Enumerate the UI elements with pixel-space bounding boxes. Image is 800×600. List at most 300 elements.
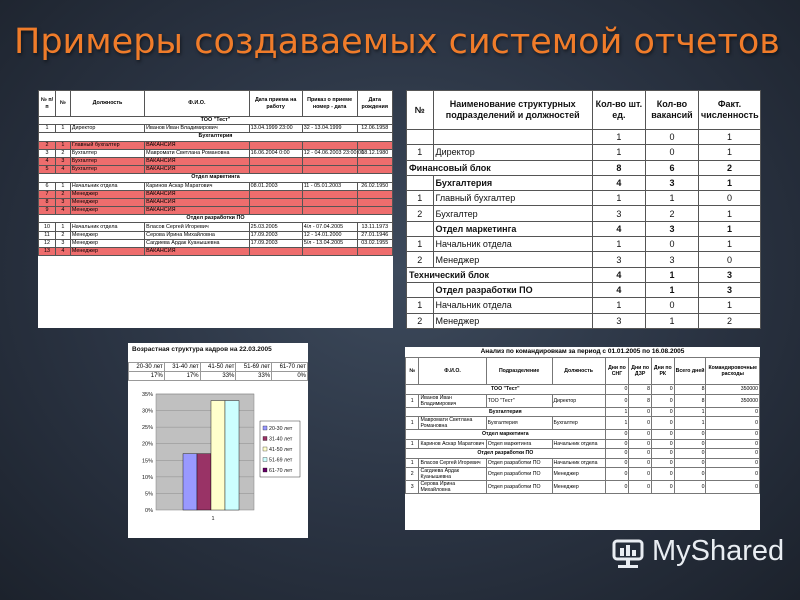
table-cell: 0: [706, 468, 760, 481]
table-row: [39, 149, 393, 157]
table-cell: Бухгалтер: [433, 206, 592, 221]
table-cell: 0: [651, 407, 674, 417]
table-row: [407, 267, 761, 282]
table-cell: 9: [39, 207, 56, 215]
legend-label: 51-69 лет: [269, 457, 293, 464]
table-cell: Отдел разработки ПО: [486, 481, 552, 494]
table-cell: ВАКАНСИЯ: [145, 157, 249, 165]
table-cell: 0: [674, 430, 706, 440]
table-cell: 4: [592, 221, 645, 236]
table-cell: 0: [605, 468, 629, 481]
table-cell: 0: [651, 430, 674, 440]
table-cell: 0: [629, 430, 652, 440]
table-cell: Менеджер: [70, 231, 144, 239]
table-cell: 0: [706, 458, 760, 468]
table-cell: 5: [39, 166, 56, 174]
legend-swatch: [263, 468, 267, 472]
table-cell: 0: [629, 449, 652, 459]
table-cell: 3: [699, 282, 761, 297]
y-tick-label: 25%: [141, 425, 153, 432]
table-cell: Бухгалтерия: [433, 175, 592, 190]
business-trip-table: [405, 357, 760, 494]
staffing-structure-report: [406, 90, 761, 328]
table-cell: 27.01.1946: [357, 231, 392, 239]
table-cell: Менеджер: [70, 198, 144, 206]
table-cell: 1: [645, 282, 698, 297]
table-cell: 10: [39, 223, 56, 231]
table-cell: 0: [674, 458, 706, 468]
table-cell: Мавромати Светлана Романовна: [419, 417, 486, 430]
table-cell: 12 - 14.01.2000: [302, 231, 357, 239]
table-cell: Отдел маркетинга: [486, 439, 552, 449]
table-cell: 1: [699, 130, 761, 145]
age-value-row: [129, 372, 308, 381]
y-tick-label: 35%: [141, 392, 153, 398]
table-cell: [302, 190, 357, 198]
header-cell: Наименование структурных подразделений и должностей: [433, 91, 592, 130]
table-cell: 4: [55, 166, 70, 174]
table-cell: 0: [605, 394, 629, 407]
table-cell: 1: [406, 458, 419, 468]
table-cell: Бухгалтерия: [486, 417, 552, 430]
table-cell: 0: [605, 458, 629, 468]
table-cell: 4: [55, 248, 70, 256]
table-row: [39, 239, 393, 247]
table-cell: [357, 157, 392, 165]
table-cell: 0: [674, 468, 706, 481]
y-tick-label: 0%: [145, 508, 153, 514]
section-title: Отдел разработки ПО: [406, 449, 606, 459]
table-cell: Каринов Аскар Маратович: [420, 440, 485, 447]
table-cell: 8: [629, 385, 652, 395]
table-cell: Менеджер: [70, 248, 144, 256]
table-cell: 0: [645, 298, 698, 313]
age-group-label: 41-50 лет: [200, 363, 236, 372]
table-cell: ВАКАНСИЯ: [145, 248, 249, 256]
age-group-value: 17%: [129, 372, 165, 381]
table-cell: [302, 248, 357, 256]
table-cell: 0: [629, 417, 652, 430]
table-cell: Директор: [70, 125, 144, 133]
table-cell: 4: [55, 207, 70, 215]
header-cell: Ф.И.О.: [419, 358, 486, 385]
table-cell: 0: [629, 458, 652, 468]
section-row: [406, 407, 760, 417]
table-cell: Директор: [433, 145, 592, 160]
table-cell: 1: [407, 298, 434, 313]
table-cell: 1: [699, 145, 761, 160]
table-cell: [433, 130, 592, 145]
presentation-board-icon: [610, 537, 646, 571]
table-cell: 08.01.2003: [249, 182, 302, 190]
table-cell: Начальник отдела: [70, 223, 144, 231]
table-cell: Начальник отдела: [552, 439, 605, 449]
age-structure-chart-panel: [128, 343, 308, 538]
table-cell: Менеджер: [552, 481, 605, 494]
table-cell: Отдел разработки ПО: [486, 458, 552, 468]
table-cell: 0: [645, 145, 698, 160]
table-cell: 2: [407, 252, 434, 267]
table-row: [407, 221, 761, 236]
table-cell: 0: [629, 439, 652, 449]
table-cell: 1: [55, 182, 70, 190]
table-cell: 350000: [706, 385, 760, 395]
table-cell: 1: [699, 237, 761, 252]
table-cell: ВАКАНСИЯ: [145, 166, 249, 174]
table-cell: Власов Сергей Игоревич: [145, 223, 249, 231]
table-cell: [302, 198, 357, 206]
header-cell: Приказ о приеме номер - дата: [302, 91, 357, 117]
table-cell: 0: [605, 385, 629, 395]
table-cell: 6: [39, 182, 56, 190]
table-cell: 2: [699, 160, 761, 175]
table-cell: Начальник отдела: [552, 458, 605, 468]
age-header-row: [129, 363, 308, 372]
table-cell: 0: [706, 430, 760, 440]
table-cell: [407, 130, 434, 145]
table-cell: 1: [699, 206, 761, 221]
table-cell: 0: [605, 439, 629, 449]
table-cell: Менеджер: [433, 252, 592, 267]
table-cell: 0: [699, 191, 761, 206]
table-cell: 1: [699, 298, 761, 313]
table-cell: 0: [651, 439, 674, 449]
chart-title: Возрастная структура кадров на 22.03.2005: [132, 346, 272, 353]
table-cell: 1: [39, 125, 56, 133]
table-cell: Каринов Аскар Маратович: [145, 182, 249, 190]
legend-label: 31-40 лет: [269, 436, 293, 443]
table-cell: ВАКАНСИЯ: [145, 190, 249, 198]
age-group-value: 33%: [200, 372, 236, 381]
header-cell: Факт. численность: [699, 91, 761, 130]
table-cell: 1: [645, 313, 698, 328]
table-cell: Иванов Иван Владимирович: [145, 125, 249, 133]
table-cell: Сагдиева Ардак Куанышевна: [145, 239, 249, 247]
table-cell: 1: [699, 175, 761, 190]
section-row: [406, 430, 760, 440]
legend-swatch: [263, 458, 267, 462]
table-cell: Отдел маркетинга: [433, 221, 592, 236]
table-cell: 5/л - 13.04.2005: [302, 239, 357, 247]
staffing-header-row: [407, 91, 761, 130]
table-row: [39, 125, 393, 133]
table-cell: 1: [645, 267, 698, 282]
table-cell: 1: [592, 237, 645, 252]
table-cell: Технический блок: [407, 267, 593, 282]
table-cell: 0: [629, 407, 652, 417]
table-cell: 0: [651, 481, 674, 494]
table-cell: 0: [605, 449, 629, 459]
y-tick-label: 10%: [141, 474, 153, 481]
header-cell: Всего дней: [674, 358, 706, 385]
table-cell: 0: [674, 449, 706, 459]
table-cell: 13.04.1999 23:00: [249, 125, 302, 133]
table-cell: 2: [55, 149, 70, 157]
staff-list-header-row: [39, 91, 393, 117]
table-cell: 11 - 05.01.2003: [302, 182, 357, 190]
header-cell: №: [406, 358, 419, 385]
table-cell: 2: [645, 206, 698, 221]
header-cell: Должность: [70, 91, 144, 117]
table-cell: Серова Ирина Михайловна: [145, 231, 249, 239]
table-cell: 0: [645, 130, 698, 145]
table-cell: Сагдиева Ардак Куанышевна: [419, 468, 486, 481]
table-row: [39, 190, 393, 198]
header-cell: Должность: [552, 358, 605, 385]
table-cell: [357, 190, 392, 198]
table-cell: Мавромати Светлана Романовна: [145, 149, 249, 157]
table-row: [406, 468, 760, 481]
y-tick-label: 30%: [141, 408, 153, 415]
table-cell: 0: [645, 237, 698, 252]
table-cell: 1: [406, 394, 419, 407]
table-cell: [302, 157, 357, 165]
table-cell: Главный бухгалтер: [70, 141, 144, 149]
table-cell: Бухгалтер: [70, 149, 144, 157]
table-row: [39, 231, 393, 239]
table-cell: 2: [407, 313, 434, 328]
table-cell: [249, 207, 302, 215]
table-row: [407, 206, 761, 221]
table-cell: 17.09.2003: [249, 231, 302, 239]
table-cell: 1: [645, 191, 698, 206]
section-title: ТОО "Тест": [39, 117, 393, 125]
table-cell: [357, 207, 392, 215]
table-row: [407, 282, 761, 297]
table-cell: 2: [406, 468, 419, 481]
table-cell: 0: [651, 417, 674, 430]
table-cell: 3: [592, 313, 645, 328]
table-row: [407, 252, 761, 267]
section-row: [406, 385, 760, 395]
table-cell: 13: [39, 248, 56, 256]
section-title: Отдел разработки ПО: [39, 215, 393, 223]
section-row: [39, 133, 393, 141]
staff-list-table: [38, 90, 393, 256]
table-cell: 2: [55, 190, 70, 198]
table-cell: 12: [39, 239, 56, 247]
table-row: [39, 198, 393, 206]
section-row: [39, 215, 393, 223]
legend-swatch: [263, 437, 267, 441]
staff-list-report: [38, 90, 393, 328]
table-cell: Иванов Иван Владимирович: [419, 394, 486, 407]
table-cell: 350000: [706, 394, 760, 407]
age-group-label: 51-69 лет: [236, 363, 272, 372]
table-cell: 0: [605, 430, 629, 440]
table-cell: 8: [592, 160, 645, 175]
table-cell: Начальник отдела: [433, 237, 592, 252]
table-cell: 2: [55, 231, 70, 239]
table-cell: 1: [407, 191, 434, 206]
table-row: [39, 248, 393, 256]
table-cell: Отдел разработки ПО: [433, 282, 592, 297]
table-cell: [407, 282, 434, 297]
slide-title: Примеры создаваемых системой отчетов: [14, 22, 780, 62]
table-cell: 6: [645, 160, 698, 175]
table-cell: 16.06.2004 0:00: [249, 149, 302, 157]
table-cell: 12 - 04.06.2003 23:00:00: [303, 149, 364, 156]
table-cell: 8: [674, 394, 706, 407]
table-row: [39, 223, 393, 231]
table-row: [407, 313, 761, 328]
table-cell: 1: [592, 130, 645, 145]
legend-label: 20-30 лет: [269, 426, 293, 432]
table-cell: 0: [651, 385, 674, 395]
table-cell: 1: [605, 407, 629, 417]
section-row: [406, 449, 760, 459]
table-cell: 1: [55, 223, 70, 231]
header-cell: Командировочные расходы: [706, 358, 760, 385]
table-cell: 1: [55, 141, 70, 149]
section-title: Бухгалтерия: [406, 407, 606, 417]
table-cell: 1: [674, 417, 706, 430]
table-cell: 0: [651, 468, 674, 481]
table-cell: 0: [706, 407, 760, 417]
table-cell: 8: [39, 198, 56, 206]
table-cell: 0: [706, 439, 760, 449]
legend-label: 41-50 лет: [269, 447, 293, 453]
table-cell: 8: [674, 385, 706, 395]
table-cell: 32 - 13.04.1999: [302, 125, 357, 133]
table-cell: Менеджер: [552, 468, 605, 481]
table-cell: Бухгалтер: [70, 166, 144, 174]
age-group-value: 0%: [272, 372, 308, 381]
header-cell: Дни по РК: [651, 358, 674, 385]
header-cell: №: [55, 91, 70, 117]
table-cell: 25.03.2005: [249, 223, 302, 231]
table-cell: 1: [592, 191, 645, 206]
bar-51-69-лет: [225, 401, 239, 510]
business-trip-report: [405, 347, 760, 530]
y-tick-label: 20%: [141, 441, 153, 448]
table-cell: 3: [39, 149, 56, 157]
table-row: [39, 166, 393, 174]
age-group-label: 31-40 лет: [164, 363, 200, 372]
table-row: [39, 141, 393, 149]
table-cell: Бухгалтер: [552, 417, 605, 430]
table-cell: Директор: [552, 394, 605, 407]
table-row: [407, 237, 761, 252]
table-cell: 12.06.1958: [357, 125, 392, 133]
header-cell: Дата приема на работу: [249, 91, 302, 117]
table-cell: 1: [406, 417, 419, 430]
table-cell: 3: [592, 206, 645, 221]
table-row: [407, 298, 761, 313]
section-title: Отдел маркетинга: [406, 430, 606, 440]
table-cell: 4: [592, 175, 645, 190]
table-cell: 1: [592, 298, 645, 313]
table-cell: 8: [629, 394, 652, 407]
table-cell: 2: [699, 313, 761, 328]
header-cell: Подразделение: [486, 358, 552, 385]
table-cell: [407, 175, 434, 190]
table-cell: [249, 248, 302, 256]
table-cell: 0: [629, 481, 652, 494]
x-tick-label: 1: [211, 516, 215, 522]
table-row: [407, 130, 761, 145]
table-cell: [357, 141, 392, 149]
table-cell: 2: [407, 206, 434, 221]
table-cell: 0: [706, 481, 760, 494]
header-cell: Кол-во вакансий: [645, 91, 698, 130]
header-cell: № п/п: [39, 91, 56, 117]
table-cell: 0: [651, 394, 674, 407]
myshared-logo: [610, 535, 785, 575]
staffing-structure-table: [406, 90, 761, 329]
age-group-value: 17%: [164, 372, 200, 381]
table-cell: 1: [55, 125, 70, 133]
header-cell: Ф.И.О.: [145, 91, 249, 117]
header-cell: Дни по СНГ: [605, 358, 629, 385]
table-cell: Бухгалтер: [70, 157, 144, 165]
table-cell: Главный бухгалтер: [433, 191, 592, 206]
y-tick-label: 5%: [145, 491, 153, 498]
table-cell: 17.09.2003: [249, 239, 302, 247]
table-cell: [407, 221, 434, 236]
table-cell: 0: [651, 449, 674, 459]
business-trip-caption: Анализ по командировкам за период с 01.01.2005 по 16.08.2005: [480, 348, 685, 355]
section-row: [39, 174, 393, 182]
bar-41-50-лет: [211, 401, 225, 510]
table-row: [406, 394, 760, 407]
y-tick-label: 15%: [141, 458, 153, 465]
header-cell: Дни по ДЗР: [629, 358, 652, 385]
table-cell: Менеджер: [433, 313, 592, 328]
table-row: [39, 207, 393, 215]
table-cell: 0: [699, 252, 761, 267]
table-cell: Менеджер: [70, 207, 144, 215]
section-row: [39, 117, 393, 125]
table-cell: 1: [592, 145, 645, 160]
table-cell: 3: [55, 198, 70, 206]
header-cell: №: [407, 91, 434, 130]
table-cell: ВАКАНСИЯ: [145, 141, 249, 149]
table-row: [39, 182, 393, 190]
table-cell: 0: [706, 417, 760, 430]
section-title: Отдел маркетинга: [39, 174, 393, 182]
table-cell: [249, 198, 302, 206]
table-cell: 11: [39, 231, 56, 239]
table-cell: 4: [592, 267, 645, 282]
header-cell: Дата рождения: [357, 91, 392, 117]
legend-swatch: [263, 426, 267, 430]
table-cell: ВАКАНСИЯ: [145, 198, 249, 206]
age-group-value: 33%: [236, 372, 272, 381]
table-cell: 0: [605, 481, 629, 494]
table-cell: 4: [39, 157, 56, 165]
table-cell: 26.02.1950: [357, 182, 392, 190]
table-cell: 1: [605, 417, 629, 430]
table-cell: [302, 207, 357, 215]
table-row: [407, 145, 761, 160]
table-cell: Отдел разработки ПО: [486, 468, 552, 481]
logo-text: MyShared: [652, 535, 785, 567]
legend-swatch: [263, 447, 267, 451]
age-group-label: 20-30 лет: [129, 363, 165, 372]
table-row: [407, 160, 761, 175]
table-cell: [249, 190, 302, 198]
table-cell: 4/л - 07.04.2005: [302, 223, 357, 231]
legend-label: 61-70 лет: [269, 468, 293, 474]
table-cell: 1: [674, 407, 706, 417]
table-cell: ТОО "Тест": [486, 394, 552, 407]
table-cell: [357, 198, 392, 206]
table-cell: 0: [674, 439, 706, 449]
table-cell: 0: [651, 458, 674, 468]
table-cell: 3: [55, 239, 70, 247]
table-cell: Финансовый блок: [407, 160, 593, 175]
